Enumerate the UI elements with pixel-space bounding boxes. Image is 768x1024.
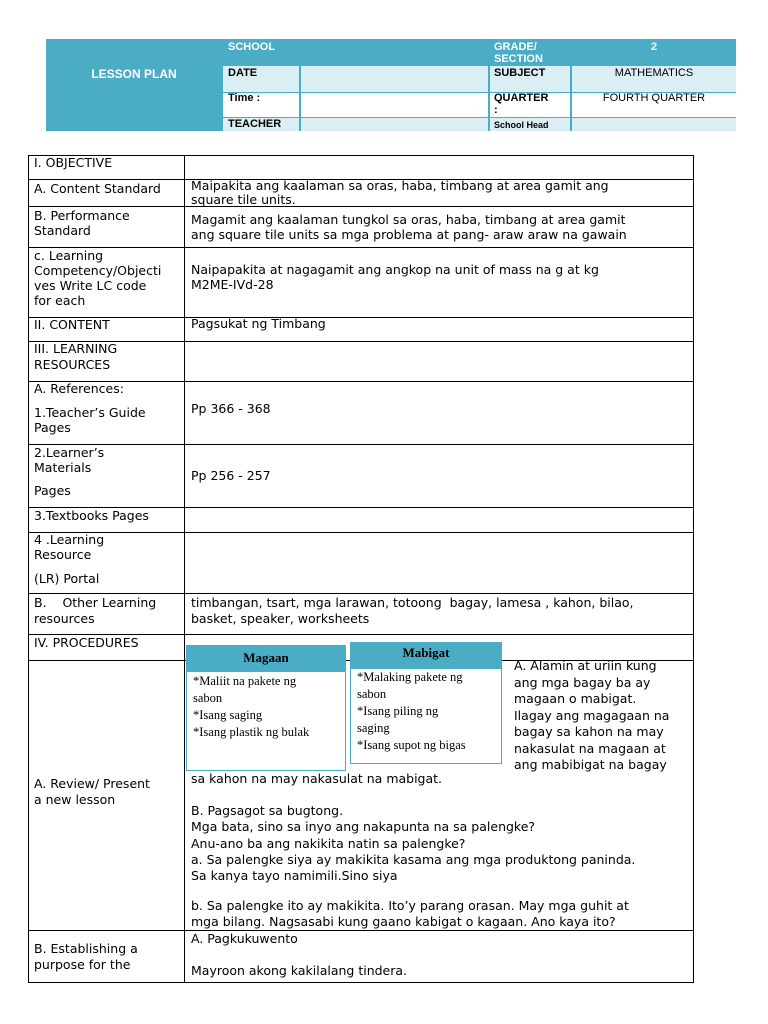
quarter-label-line1: QUARTER <box>494 92 549 104</box>
content-standard-text-1: Maipakita ang kaalaman sa oras, haba, timbang at area gamit ang <box>191 178 609 193</box>
competency-text-1: Naipapakita at nagagamit ang angkop na unit of mass na g at kg <box>191 262 599 277</box>
lesson-plan-title: LESSON PLAN <box>91 67 177 81</box>
riddle-line: Anu-ano ba ang nakikita natin sa palengke? <box>191 835 466 851</box>
date-value-field <box>301 66 488 92</box>
mabigat-box <box>350 668 502 764</box>
subject-label: SUBJECT <box>494 67 546 79</box>
performance-standard-label-2: Standard <box>34 223 91 238</box>
time-label: Time : <box>228 92 261 104</box>
lr-portal-label-2: Resource <box>34 547 92 562</box>
competency-label-4: for each <box>34 293 86 308</box>
objective-heading: I. OBJECTIVE <box>34 155 113 170</box>
content-label: II. CONTENT <box>34 317 110 332</box>
riddle-line: a. Sa palengke siya ay makikita kasama ang mga produktong paninda. <box>191 851 636 867</box>
performance-standard-text-1: Magamit ang kaalaman tungkol sa oras, haba, timbang at area gamit <box>191 212 626 227</box>
review-side-line: bagay sa kahon na may <box>514 724 664 739</box>
teachers-guide-pages: Pp 366 - 368 <box>191 401 271 416</box>
procedures-heading: IV. PROCEDURES <box>34 635 139 650</box>
textbooks-label: 3.Textbooks Pages <box>34 508 149 523</box>
review-continuation: sa kahon na may nakasulat na mabigat. <box>191 771 443 786</box>
learners-materials-label-2: Materials <box>34 460 92 475</box>
teacher-value-field <box>301 118 488 131</box>
subject-value: MATHEMATICS <box>614 67 694 79</box>
content-value: Pagsukat ng Timbang <box>191 316 326 331</box>
review-side-line: Ilagay ang magagaan na <box>514 707 670 723</box>
col-border <box>693 155 694 983</box>
references-label: A. References: <box>34 381 124 396</box>
magaan-item: *Isang plastik ng bulak <box>193 725 310 739</box>
school-head-label: School Head <box>494 120 549 130</box>
purpose-label-1: B. Establishing a <box>34 941 138 956</box>
date-label: DATE <box>228 67 258 79</box>
mabigat-item: sabon <box>357 687 387 701</box>
competency-text-2: M2ME-IVd-28 <box>191 277 274 292</box>
mabigat-item: saging <box>357 721 390 735</box>
quarter-label-line2: : <box>494 104 498 116</box>
performance-standard-label-1: B. Performance <box>34 208 130 223</box>
competency-label-2: Competency/Objecti <box>34 263 162 278</box>
time-value-field <box>301 93 488 117</box>
riddle-line: mga bilang. Nagsasabi kung gaano kabigat o kagaan. Ano kaya ito? <box>191 914 616 930</box>
purpose-text-1: A. Pagkukuwento <box>191 931 298 946</box>
other-resources-text-2: basket, speaker, worksheets <box>191 611 370 626</box>
resources-label-2: RESOURCES <box>34 357 111 372</box>
magaan-header: Magaan <box>186 645 346 671</box>
other-resources-label-1: B. Other Learning <box>34 595 157 610</box>
learners-materials-pages: Pp 256 - 257 <box>191 468 271 483</box>
grade-value: 2 <box>650 41 658 53</box>
riddle-section-2 <box>191 898 629 931</box>
lr-portal-label-1: 4 .Learning <box>34 532 105 547</box>
grade-label-line1: GRADE/ <box>494 41 537 53</box>
riddle-line: Mga bata, sino sa inyo ang nakapunta na sa palengke? <box>191 819 536 835</box>
grade-label-line2: SECTION <box>494 53 543 65</box>
riddle-section <box>191 803 635 884</box>
magaan-box <box>186 671 346 771</box>
review-side-line: A. Alamin at uriin kung <box>514 658 657 673</box>
review-side-line: nakasulat na magaan at <box>514 740 666 756</box>
riddle-line: B. Pagsagot sa bugtong. <box>191 803 344 818</box>
competency-label-1: c. Learning <box>34 248 104 263</box>
competency-label-3: ves Write LC code <box>34 278 147 293</box>
quarter-value: FOURTH QUARTER <box>602 92 706 104</box>
purpose-text-2: Mayroon akong kakilalang tindera. <box>191 963 408 978</box>
review-label-2: a new lesson <box>34 792 116 807</box>
mabigat-item: *Isang supot ng bigas <box>357 738 466 752</box>
content-standard-label: A. Content Standard <box>34 181 161 196</box>
teacher-label: TEACHER <box>228 118 282 130</box>
review-label-1: A. Review/ Present <box>34 776 150 791</box>
review-side-line: ang mga bagay ba ay <box>514 674 651 690</box>
school-head-value-field <box>572 118 736 131</box>
other-resources-text-1: timbangan, tsart, mga larawan, totoong bagay, lamesa , kahon, bilao, <box>191 595 634 610</box>
mabigat-item: *Malaking pakete ng <box>357 670 463 684</box>
content-standard-text-2: square tile units. <box>191 192 296 207</box>
performance-standard-text-2: ang square tile units sa mga problema at pang- araw araw na gawain <box>191 227 627 242</box>
riddle-line: Sa kanya tayo namimili.Sino siya <box>191 868 398 884</box>
riddle-line: b. Sa palengke ito ay makikita. Ito’y parang orasan. May mga guhit at <box>191 898 629 913</box>
mabigat-header: Mabigat <box>350 642 502 668</box>
review-side-line: ang mabibigat na bagay <box>514 757 667 772</box>
learners-materials-label-3: Pages <box>34 483 71 498</box>
learners-materials-label-1: 2.Learner’s <box>34 445 105 460</box>
row-border <box>28 593 694 594</box>
resources-label-1: III. LEARNING <box>34 341 118 356</box>
magaan-item: sabon <box>193 691 223 705</box>
magaan-item: *Isang saging <box>193 708 263 722</box>
lesson-plan-table <box>28 155 694 983</box>
review-side-text <box>514 658 669 774</box>
magaan-item: *Maliit na pakete ng <box>193 674 297 688</box>
col-border <box>28 155 29 983</box>
mabigat-item: *Isang piling ng <box>357 704 439 718</box>
lr-portal-label-3: (LR) Portal <box>34 571 100 586</box>
school-label: SCHOOL <box>228 41 276 53</box>
row-border <box>28 982 694 983</box>
review-side-line: magaan o mabigat. <box>514 691 637 706</box>
lesson-plan-header <box>46 39 736 131</box>
purpose-label-2: purpose for the <box>34 957 131 972</box>
other-resources-label-2: resources <box>34 611 95 626</box>
col-border <box>184 155 185 983</box>
teachers-guide-label-1: 1.Teacher’s Guide <box>34 405 146 420</box>
teachers-guide-label-2: Pages <box>34 420 71 435</box>
